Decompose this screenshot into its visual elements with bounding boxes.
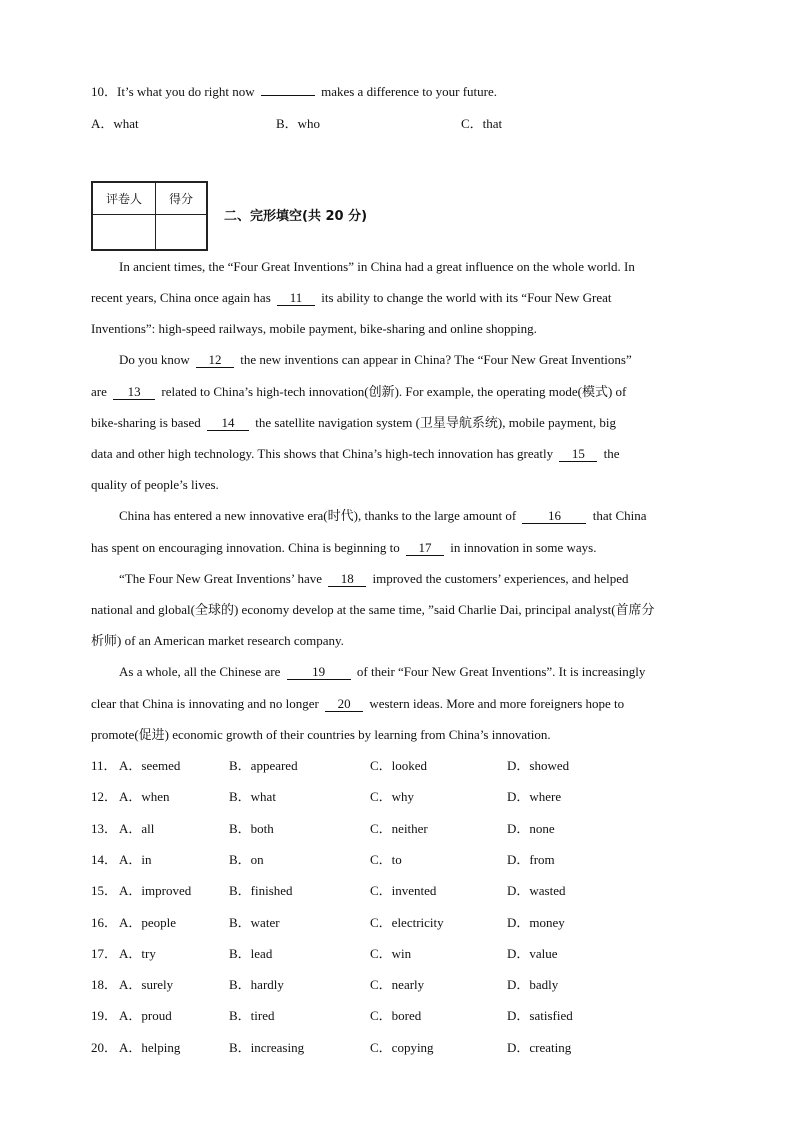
- option-letter: D．: [507, 758, 530, 773]
- score-cell[interactable]: [156, 215, 208, 251]
- text: As a whole, all the Chinese are: [119, 664, 281, 679]
- text: are: [91, 384, 107, 399]
- number-text: 20．: [91, 1039, 118, 1055]
- option-text: badly: [529, 977, 559, 993]
- passage-line: [91, 539, 596, 557]
- option-text: nearly: [391, 977, 425, 993]
- option-b[interactable]: [229, 976, 284, 994]
- option-a[interactable]: [119, 851, 152, 869]
- text: the: [603, 446, 620, 461]
- option-letter: B．: [229, 789, 251, 805]
- option-a[interactable]: [119, 882, 191, 900]
- option-letter: D．: [507, 914, 530, 930]
- option-d[interactable]: [507, 1039, 571, 1057]
- option-a[interactable]: [119, 757, 180, 775]
- option-letter: A．: [119, 883, 142, 899]
- option-letter: B．: [229, 851, 251, 867]
- option-letter: C．: [370, 851, 392, 867]
- option-text: why: [391, 789, 415, 805]
- option-letter: B．: [229, 1008, 251, 1024]
- option-text: on: [250, 851, 264, 867]
- passage-line: [119, 570, 629, 588]
- blank-20[interactable]: 20: [325, 696, 363, 712]
- number-text: 16．: [91, 914, 118, 930]
- option-letter: C．: [370, 945, 392, 961]
- option-text: helping: [141, 1039, 181, 1055]
- option-b[interactable]: [229, 757, 298, 775]
- number-text: 15．: [91, 883, 118, 899]
- option-c[interactable]: [461, 115, 502, 133]
- question-number: 10．: [91, 84, 118, 99]
- option-letter: B．: [229, 883, 251, 899]
- option-a[interactable]: [119, 820, 154, 838]
- option-letter: A．: [91, 116, 114, 131]
- passage-line: national and global(全球的) economy develop at the same time, ”said Charlie Dai, principal analyst(首席分: [91, 602, 655, 617]
- question-text-pre: It’s what you do right now: [117, 84, 255, 99]
- option-text: creating: [529, 1039, 572, 1055]
- option-text: value: [529, 945, 558, 961]
- blank-17[interactable]: 17: [406, 540, 444, 556]
- passage-line: 析师) of an American market research company.: [91, 633, 344, 648]
- option-text: looked: [391, 758, 428, 773]
- option-c[interactable]: [370, 757, 427, 775]
- option-a[interactable]: [119, 788, 170, 806]
- option-c[interactable]: [370, 914, 444, 932]
- passage-line: [91, 289, 612, 307]
- option-text: surely: [141, 977, 174, 993]
- option-letter: B．: [229, 945, 251, 961]
- option-text: what: [113, 116, 139, 131]
- option-text: money: [529, 914, 565, 930]
- passage-line: [91, 695, 624, 713]
- option-letter: C．: [370, 820, 392, 836]
- option-c[interactable]: [370, 976, 424, 994]
- text: “The Four New Great Inventions’ have: [119, 571, 322, 586]
- number-text: 11．: [91, 758, 117, 773]
- option-d[interactable]: [507, 820, 555, 838]
- option-text: water: [250, 914, 280, 930]
- text: Do you know: [119, 352, 190, 367]
- passage-line: promote(促进) economic growth of their countries by learning from China’s innovation.: [91, 727, 551, 742]
- option-c[interactable]: [370, 882, 436, 900]
- option-letter: A．: [119, 1039, 142, 1055]
- option-letter: A．: [119, 820, 142, 836]
- text: the satellite navigation system (卫星导航系统), mobile payment, big: [255, 415, 616, 430]
- text: that China: [592, 508, 647, 523]
- option-letter: C．: [370, 789, 392, 805]
- option-text: proud: [141, 1008, 172, 1024]
- question-number: [91, 788, 117, 806]
- text: of their “Four New Great Inventions”. It is increasingly: [356, 664, 646, 679]
- question-number: [91, 945, 117, 963]
- option-c[interactable]: [370, 820, 428, 838]
- option-a[interactable]: [119, 945, 156, 963]
- passage-line: [91, 414, 616, 432]
- blank-19[interactable]: 19: [287, 664, 351, 680]
- passage-line: Inventions”: high-speed railways, mobile payment, bike-sharing and online shopping.: [91, 321, 537, 336]
- option-letter: C．: [370, 914, 392, 930]
- option-letter: D．: [507, 789, 530, 805]
- number-text: 13．: [91, 820, 118, 836]
- option-letter: C．: [370, 1008, 392, 1024]
- blank-11[interactable]: 11: [277, 290, 315, 306]
- passage-line: [91, 383, 626, 401]
- passage-line: [119, 351, 632, 369]
- passage-line: quality of people’s lives.: [91, 477, 219, 492]
- passage-line: [119, 507, 647, 525]
- option-d[interactable]: [507, 945, 558, 963]
- option-text: lead: [250, 945, 273, 961]
- text: western ideas. More and more foreigners hope to: [369, 696, 625, 711]
- option-text: increasing: [250, 1039, 305, 1055]
- option-c[interactable]: [370, 945, 411, 963]
- blank-16[interactable]: 16: [522, 508, 586, 524]
- option-a[interactable]: [119, 914, 176, 932]
- option-b[interactable]: [229, 820, 274, 838]
- option-d[interactable]: [507, 851, 555, 869]
- option-text: in: [141, 851, 152, 867]
- text: its ability to change the world with its “Four New Great: [321, 290, 612, 305]
- number-text: 12．: [91, 789, 118, 805]
- option-letter: A．: [119, 914, 142, 930]
- option-text: to: [391, 851, 402, 867]
- option-letter: A．: [119, 758, 142, 773]
- question-number: [91, 1007, 117, 1025]
- option-a[interactable]: [119, 1039, 180, 1057]
- option-text: none: [529, 820, 555, 836]
- option-text: copying: [391, 1039, 434, 1055]
- option-text: all: [141, 820, 155, 836]
- text: China has entered a new innovative era(时代), thanks to the large amount of: [119, 508, 517, 523]
- option-d[interactable]: [507, 757, 569, 775]
- question-number: [91, 1039, 117, 1057]
- option-text: win: [391, 945, 412, 961]
- option-letter: D．: [507, 977, 530, 993]
- grader-header: 评卷人: [92, 182, 156, 215]
- number-text: 19．: [91, 1008, 118, 1024]
- option-a[interactable]: [119, 1007, 172, 1025]
- option-letter: B．: [229, 820, 251, 836]
- option-letter: D．: [507, 883, 530, 899]
- option-b[interactable]: [229, 851, 264, 869]
- grader-cell[interactable]: [92, 215, 156, 251]
- option-letter: C．: [370, 977, 392, 993]
- option-text: people: [141, 914, 177, 930]
- question-number: [91, 882, 117, 900]
- option-c[interactable]: [370, 1007, 421, 1025]
- text: bike-sharing is based: [91, 415, 201, 430]
- option-c[interactable]: [370, 1039, 434, 1057]
- option-text: satisfied: [529, 1008, 573, 1024]
- number-text: 18．: [91, 977, 118, 993]
- option-text: that: [482, 116, 503, 131]
- text: related to China’s high-tech innovation(创新). For example, the operating mode(模式) of: [161, 384, 627, 399]
- option-d[interactable]: [507, 788, 561, 806]
- option-letter: B．: [229, 914, 251, 930]
- text: the new inventions can appear in China? The “Four New Great Inventions”: [240, 352, 632, 367]
- score-table: [91, 181, 208, 251]
- option-letter: D．: [507, 851, 530, 867]
- option-letter: B．: [229, 977, 251, 993]
- text: improved the customers’ experiences, and helped: [372, 571, 629, 586]
- text: data and other high technology. This shows that China’s high-tech innovation has greatly: [91, 446, 554, 461]
- option-b[interactable]: [229, 1039, 304, 1057]
- option-d[interactable]: [507, 882, 566, 900]
- question-text-post: makes a difference to your future.: [321, 84, 497, 99]
- option-text: when: [141, 789, 170, 805]
- question-number: [91, 976, 117, 994]
- option-text: wasted: [529, 883, 566, 899]
- option-text: invented: [391, 883, 437, 899]
- option-text: tired: [250, 1008, 275, 1024]
- option-text: what: [250, 789, 276, 805]
- option-text: seemed: [141, 758, 181, 773]
- option-letter: B．: [276, 116, 298, 131]
- option-letter: B．: [229, 1039, 251, 1055]
- option-letter: C．: [370, 883, 392, 899]
- passage-line: [119, 663, 645, 681]
- option-text: improved: [141, 883, 192, 899]
- option-letter: C．: [370, 758, 392, 773]
- option-letter: A．: [119, 977, 142, 993]
- option-text: where: [529, 789, 562, 805]
- option-text: finished: [250, 883, 293, 899]
- number-text: 17．: [91, 945, 118, 961]
- option-letter: C．: [370, 1039, 392, 1055]
- blank-13[interactable]: 13: [113, 384, 155, 400]
- question-10: [91, 83, 497, 101]
- option-text: showed: [529, 758, 570, 773]
- score-header: 得分: [156, 182, 208, 215]
- answer-blank[interactable]: [261, 95, 315, 96]
- blank-12[interactable]: 12: [196, 352, 234, 368]
- option-b[interactable]: [229, 1007, 275, 1025]
- option-letter: B．: [229, 758, 251, 773]
- option-b[interactable]: [229, 914, 280, 932]
- option-text: both: [250, 820, 274, 836]
- option-letter: A．: [119, 1008, 142, 1024]
- option-b[interactable]: [229, 788, 276, 806]
- option-text: try: [141, 945, 156, 961]
- option-c[interactable]: [370, 788, 414, 806]
- blank-15[interactable]: 15: [559, 446, 597, 462]
- section-title: 二、完形填空(共 20 分): [224, 209, 368, 224]
- option-letter: D．: [507, 945, 530, 961]
- option-letter: A．: [119, 945, 142, 961]
- option-b[interactable]: [276, 115, 320, 133]
- passage-line: [91, 445, 620, 463]
- question-number: [91, 914, 117, 932]
- question-number: [91, 851, 117, 869]
- option-text: who: [297, 116, 321, 131]
- option-letter: A．: [119, 789, 142, 805]
- option-text: neither: [391, 820, 428, 836]
- question-number: [91, 757, 117, 775]
- option-d[interactable]: [507, 976, 558, 994]
- question-number: [91, 820, 117, 838]
- option-a[interactable]: [91, 115, 139, 133]
- option-letter: C．: [461, 116, 483, 131]
- option-text: electricity: [391, 914, 444, 930]
- blank-14[interactable]: 14: [207, 415, 249, 431]
- option-text: hardly: [250, 977, 284, 993]
- option-letter: D．: [507, 1039, 530, 1055]
- option-d[interactable]: [507, 1007, 573, 1025]
- option-b[interactable]: [229, 882, 293, 900]
- text: clear that China is innovating and no longer: [91, 696, 319, 711]
- option-text: from: [529, 851, 555, 867]
- option-text: appeared: [250, 758, 298, 773]
- passage-line: In ancient times, the “Four Great Inventions” in China had a great influence on the whole world. In: [119, 259, 635, 274]
- option-letter: D．: [507, 1008, 530, 1024]
- text: in innovation in some ways.: [450, 540, 597, 555]
- option-b[interactable]: [229, 945, 272, 963]
- option-a[interactable]: [119, 976, 173, 994]
- text: has spent on encouraging innovation. China is beginning to: [91, 540, 400, 555]
- option-c[interactable]: [370, 851, 402, 869]
- number-text: 14．: [91, 851, 118, 867]
- option-letter: A．: [119, 851, 142, 867]
- text: recent years, China once again has: [91, 290, 271, 305]
- blank-18[interactable]: 18: [328, 571, 366, 587]
- option-text: bored: [391, 1008, 422, 1024]
- option-d[interactable]: [507, 914, 565, 932]
- option-letter: D．: [507, 820, 530, 836]
